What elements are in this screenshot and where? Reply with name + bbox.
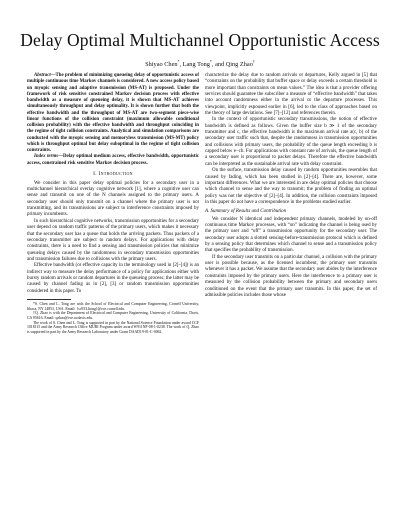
left-column xyxy=(27,73,199,335)
abstract-lead: Abstract xyxy=(34,73,51,78)
author-line xyxy=(0,58,400,69)
index-terms xyxy=(27,154,199,167)
paragraph: If the secondary user transmits on a particular channel, a collision with the primary user is possible because, as the licensed incumbent, the primary user transmits whenever it has a packet. We assume that the secondary user abides by the interference constraints imposed by the primary users. Here the interference to a primary user is measured by the collision probability between the primary and secondary users conditioned on the event that the primary user transmits. In this paper, the set of admissible policies includes those whose xyxy=(205,254,377,298)
index-terms-lead: Index terms xyxy=(34,154,59,160)
index-terms-text: —Delay optimal medium access, effective bandwidth, opportunistic access, constrained risk sensitive Markov decision process. xyxy=(27,154,199,166)
footnote: The work of S. Chen and L. Tong is supported in part by the National Science Foundation under award CCF 1018115 and the Army Research Office MURI Program under award W911NF-08-1-0238. The work of Q. Zhao is supported in part by the Army Research Laboratory under Grant DAAD19-01-C-0062. xyxy=(27,320,199,335)
paragraph: We consider N identical and independent primary channels, modeled by on-off continuous time Markov processes, with “on” indicating the channel is being used by the primary user and “off” a transmission opportunity for the secondary user. The secondary user adopts a slotted sensing-before-transmission protocol which is defined by a sensing policy that determines which channel to sense and a transmission policy that specifies the probability of transmission. xyxy=(205,216,377,254)
author-mark: * xyxy=(209,59,212,64)
paragraph: In the context of opportunistic secondary transmissions, the notion of effective bandwidth is defined as follows. Given the buffer size b ≫ 1 of the secondary transmitter and c, the effective bandwidth is the maximum arrival rate a(c, b) of the secondary user traffic such that, despite the randomness in transmission opportunities and collisions with primary users, the probability of the queue length exceeding b is capped below e−cb. For applications with constant rate of arrivals, the queue length of a secondary user is proportional to packet delays. Therefore the effective bandwidth can be interpreted as the sustainable arrival rate with delay constraint. xyxy=(205,117,377,167)
paragraph: characterize the delay due to random arrivals or departures, Kelly argued in [5] that “constraints on the probability that buffer space or delay exceeds a certain threshold is more important than constraints on mean values.” The idea is that a provider offering services should guarantee the subscriber a measure of “effective bandwidth” that takes into account randomness either in the arrival or the departure processes. This viewpoint, implicitly espoused earlier in [6], led to the class of approaches based on the theory of large deviations. See [7]–[12] and references therein. xyxy=(205,73,377,117)
footnote: †Q. Zhao is with the Department of Electrical and Computer Engineering, University of California, Davis, CA 95616. Email: qzhao@ece.ucdavis.edu. xyxy=(27,311,199,321)
abstract xyxy=(27,73,199,154)
author-mark: † xyxy=(252,59,255,64)
paragraph: On the surface, transmission delay caused by random opportunities resembles that caused by fading, which has been studied in [2]–[4]. There are, however, some important differences. What we are interested in are delay optimal policies that choose which channel to sense and the way to transmit; the problem of finding an optimal policy was not the objective of [2]–[4]. In addition, the collision constraints imposed in this paper do not have a correspondence in the problems studied earlier. xyxy=(205,168,377,205)
paragraph: Effective bandwidth (or effective capacity in the terminology used in [2]–[4]) is an indirect way to measure the delay performance of a policy for applications either with bursty random arrivals or random departures in the queueing process; the latter may be caused by channel fading as in [2], [3] or random transmission opportunities considered in this paper. To xyxy=(27,263,199,294)
paragraph: We consider in this paper delay optimal policies for a secondary user in a multichannel hierarchical overlay cognitive network [1], where a cognitive user can sense and transmit on one of the N channels assigned to the primary users. A secondary user should only transmit on a channel where the primary user is not transmitting, and its transmissions are subject to interference constraints imposed by primary incumbents. xyxy=(27,180,199,218)
right-column xyxy=(205,73,377,299)
footnotes xyxy=(27,302,199,335)
footnote-rule xyxy=(27,299,71,300)
author-names: , Lang Tong xyxy=(179,61,210,69)
footnote: *S. Chen and L. Tong are with the School of Electrical and Computer Engineering, Cornell University, Ithaca, NY 14853, USA. Email: {sc933,ltong}@ece.cornell.edu. xyxy=(27,301,199,311)
author-names: , and Qing Zhao xyxy=(211,61,253,69)
abstract-text: —The problem of minimizing queueing delay of opportunistic access of multiple continuous time Markov channels is considered. A new access policy based on myopic sensing and adaptive transmission (MS-AT) is proposed. Under the framework of risk sensitive constrained Markov decision process with effective bandwidth as a measure of queueing delay, it is shown that MS-AT achieves simultaneously throughput and delay optimality. It is shown further that both the effective bandwidth and the throughput of MS-AT are two-segment piece-wise linear functions of the collision constraint (maximum allowable conditional collision probability) with the effective bandwidth and throughput coinciding in the regime of tight collision constraints. Analytical and simulation comparisons are conducted with the myopic sensing and memoryless transmission (MS-MT) policy which is throughput optimal but delay suboptimal in the regime of tight collision constraints. xyxy=(27,73,199,153)
subsection-heading: A. Summary of Results and Contribution xyxy=(205,209,287,215)
author-mark: * xyxy=(177,59,180,64)
paper-title: Delay Optimal Multichannel Opportunistic Access xyxy=(20,30,380,50)
author-names: Shiyao Chen xyxy=(145,61,178,69)
section-heading-introduction: I. Introduction xyxy=(93,170,133,177)
paragraph: In such hierarchical cognitive networks, transmission opportunities for a secondary user depend on random traffic patterns of the primary users, which makes it necessary that the secondary user has a queue that holds the arriving packets. Thus packets of a secondary transmitter are subject to random delays. For applications with delay constraints, there is a need to find a sensing and transmission policies that minimize queueing delays caused by the randomness in secondary transmission opportunities and transmission failures due to collisions with the primary users. xyxy=(27,218,199,262)
